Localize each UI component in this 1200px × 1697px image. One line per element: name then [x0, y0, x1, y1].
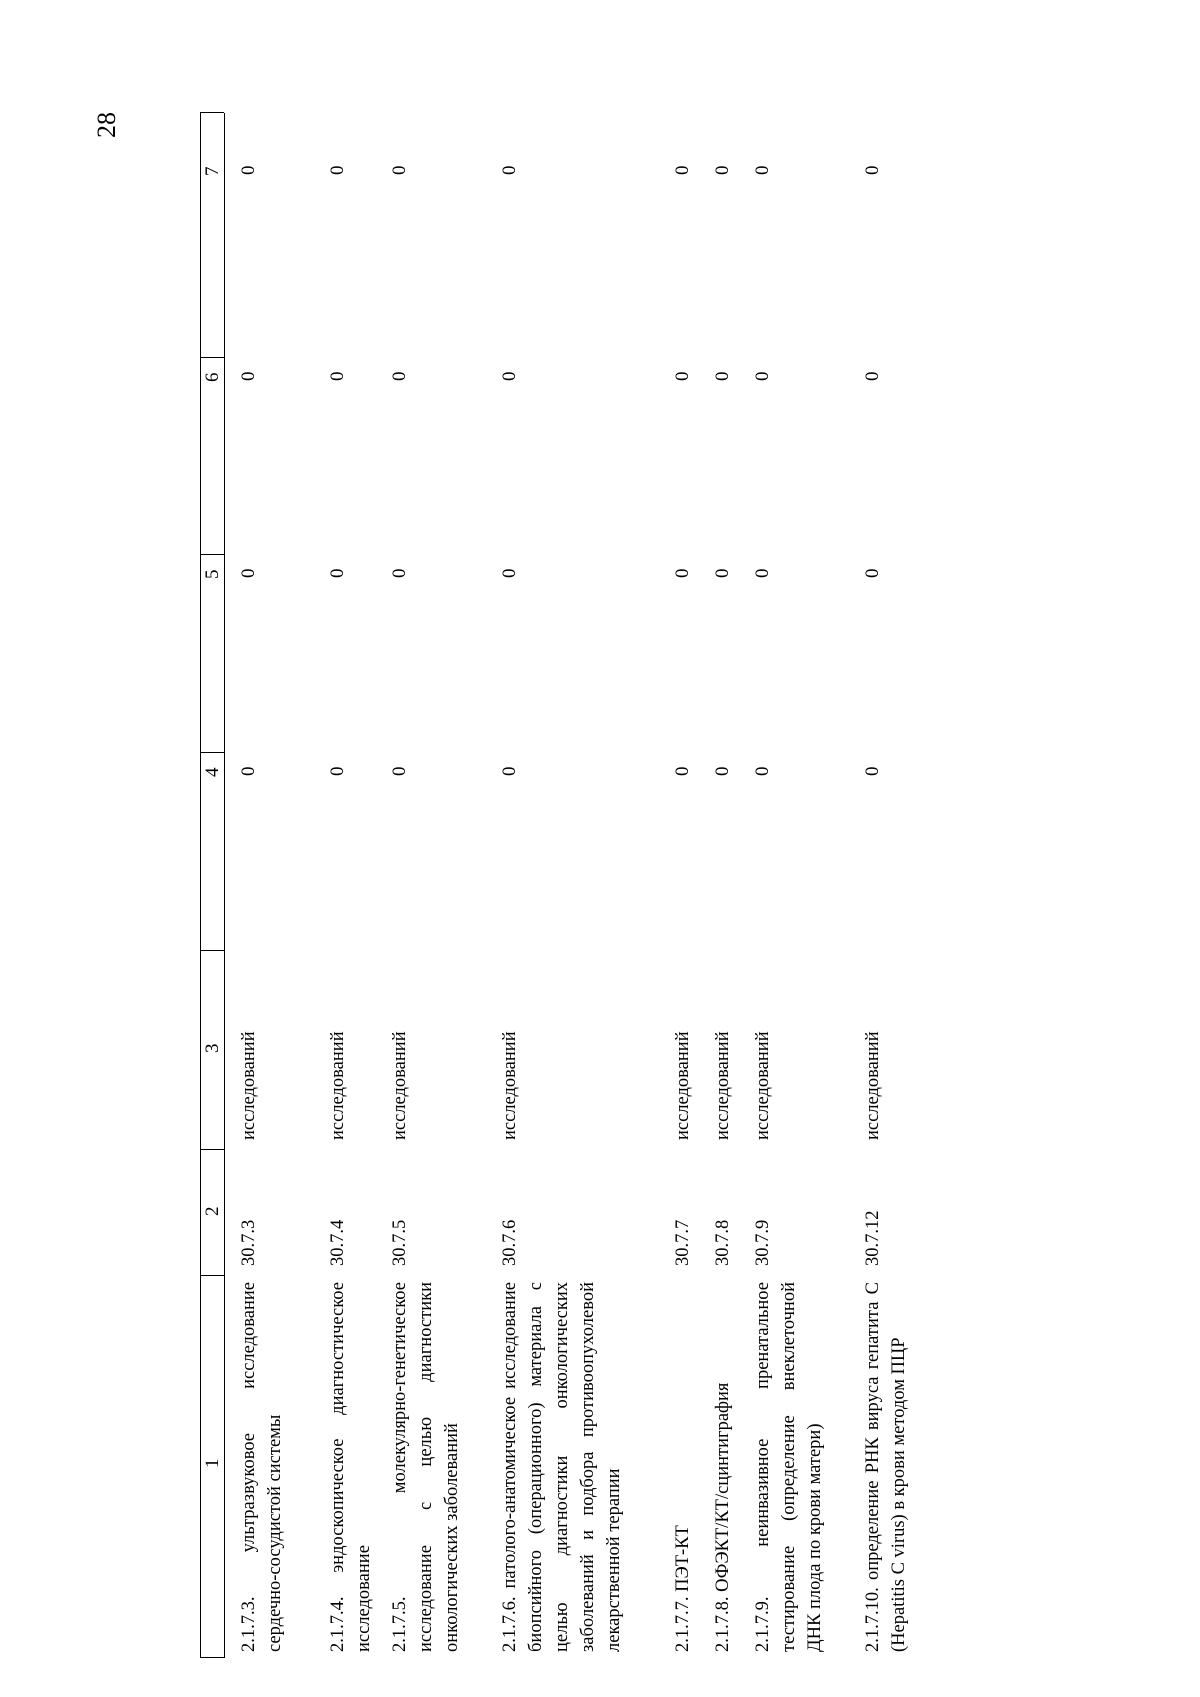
table-row-code: 30.7.7	[673, 1219, 693, 1266]
table-row-code: 30.7.9	[753, 1219, 773, 1266]
table-row-value-4: 0	[752, 766, 773, 776]
table-row-value-7: 0	[672, 165, 693, 175]
table-row-value-7: 0	[752, 165, 773, 175]
table-row-value-4: 0	[238, 766, 259, 776]
table-row-value-6: 0	[389, 371, 410, 381]
table-row-code: 30.7.8	[713, 1219, 733, 1266]
table-row-value-6: 0	[238, 371, 259, 381]
table-row-value-7: 0	[499, 165, 520, 175]
rotated-table	[200, 83, 1180, 1658]
table-row-value-4: 0	[389, 766, 410, 776]
table-row-unit: исследований	[863, 1031, 883, 1140]
header-divider	[200, 950, 224, 951]
column-header-1: 1	[202, 1458, 223, 1468]
column-header-4: 4	[202, 767, 223, 777]
table-row-name: 2.1.7.6. патолого-анатомическое исследование биопсийного (операционного) материала с целью диагностики онкологических заболеваний и подбора противоопухолевой лекарственной терапии	[500, 1282, 624, 1652]
table-row-unit: исследований	[500, 1031, 520, 1140]
table-row-value-5: 0	[712, 568, 733, 578]
table-row-value-5: 0	[862, 568, 883, 578]
table-row-value-7: 0	[862, 165, 883, 175]
table-row-unit: исследований	[713, 1031, 733, 1140]
table-row-unit: исследований	[328, 1031, 348, 1140]
table-row-unit: исследований	[239, 1031, 259, 1140]
table-row-value-5: 0	[672, 568, 693, 578]
header-divider	[200, 1275, 224, 1276]
table-row-value-5: 0	[327, 568, 348, 578]
table-row-value-6: 0	[499, 371, 520, 381]
table-row-unit: исследований	[753, 1031, 773, 1140]
table-row-value-6: 0	[712, 371, 733, 381]
table-row-value-6: 0	[327, 371, 348, 381]
table-row-name: 2.1.7.5. молекулярно-генетическое исследование с целью диагностики онкологических заболеваний	[390, 1282, 462, 1652]
table-row-value-7: 0	[238, 165, 259, 175]
header-bottom-border	[224, 113, 225, 1658]
table-row-code: 30.7.6	[500, 1219, 520, 1266]
table-row-code: 30.7.3	[239, 1219, 259, 1266]
table-row-code: 30.7.4	[328, 1219, 348, 1266]
table-top-border	[200, 113, 201, 1658]
table-row-value-6: 0	[862, 371, 883, 381]
table-row-code: 30.7.5	[390, 1219, 410, 1266]
table-row-name: 2.1.7.7. ПЭТ-КТ	[673, 1525, 693, 1652]
column-header-2: 2	[202, 1206, 223, 1216]
table-row-value-4: 0	[499, 766, 520, 776]
table-row-value-4: 0	[862, 766, 883, 776]
column-header-7: 7	[202, 166, 223, 176]
table-row-name: 2.1.7.8. ОФЭКТ/КТ/сцинтиграфия	[713, 1382, 733, 1652]
table-row-name: 2.1.7.4. эндоскопическое диагностическое исследование	[328, 1282, 374, 1652]
table-row-value-6: 0	[672, 371, 693, 381]
table-row-value-5: 0	[499, 568, 520, 578]
table-row-name: 2.1.7.10. определение РНК вируса гепатита C (Hepatitis C virus) в крови методом ПЦР	[863, 1282, 909, 1652]
header-divider	[200, 1149, 224, 1150]
table-row-value-5: 0	[389, 568, 410, 578]
table-row-code: 30.7.12	[863, 1210, 883, 1266]
table-row-value-4: 0	[672, 766, 693, 776]
table-row-name: 2.1.7.3. ультразвуковое исследование сердечно-сосудистой системы	[239, 1282, 285, 1652]
column-header-3: 3	[202, 1043, 223, 1053]
table-row-value-5: 0	[238, 568, 259, 578]
table-row-name: 2.1.7.9. неинвазивное пренатальное тестирование (определение внеклеточной ДНК плода по крови матери)	[753, 1282, 825, 1652]
column-header-5: 5	[202, 569, 223, 579]
header-divider	[200, 1657, 224, 1658]
table-row-unit: исследований	[390, 1031, 410, 1140]
table-row-value-6: 0	[752, 371, 773, 381]
header-divider	[200, 112, 224, 113]
table-row-value-4: 0	[327, 766, 348, 776]
table-row-unit: исследований	[673, 1031, 693, 1140]
header-divider	[200, 752, 224, 753]
column-header-6: 6	[202, 372, 223, 382]
table-row-value-7: 0	[389, 165, 410, 175]
table-row-value-7: 0	[327, 165, 348, 175]
table-row-value-5: 0	[752, 568, 773, 578]
header-divider	[200, 554, 224, 555]
table-row-value-4: 0	[712, 766, 733, 776]
page-number: 28	[92, 112, 121, 138]
header-divider	[200, 357, 224, 358]
table-row-value-7: 0	[712, 165, 733, 175]
